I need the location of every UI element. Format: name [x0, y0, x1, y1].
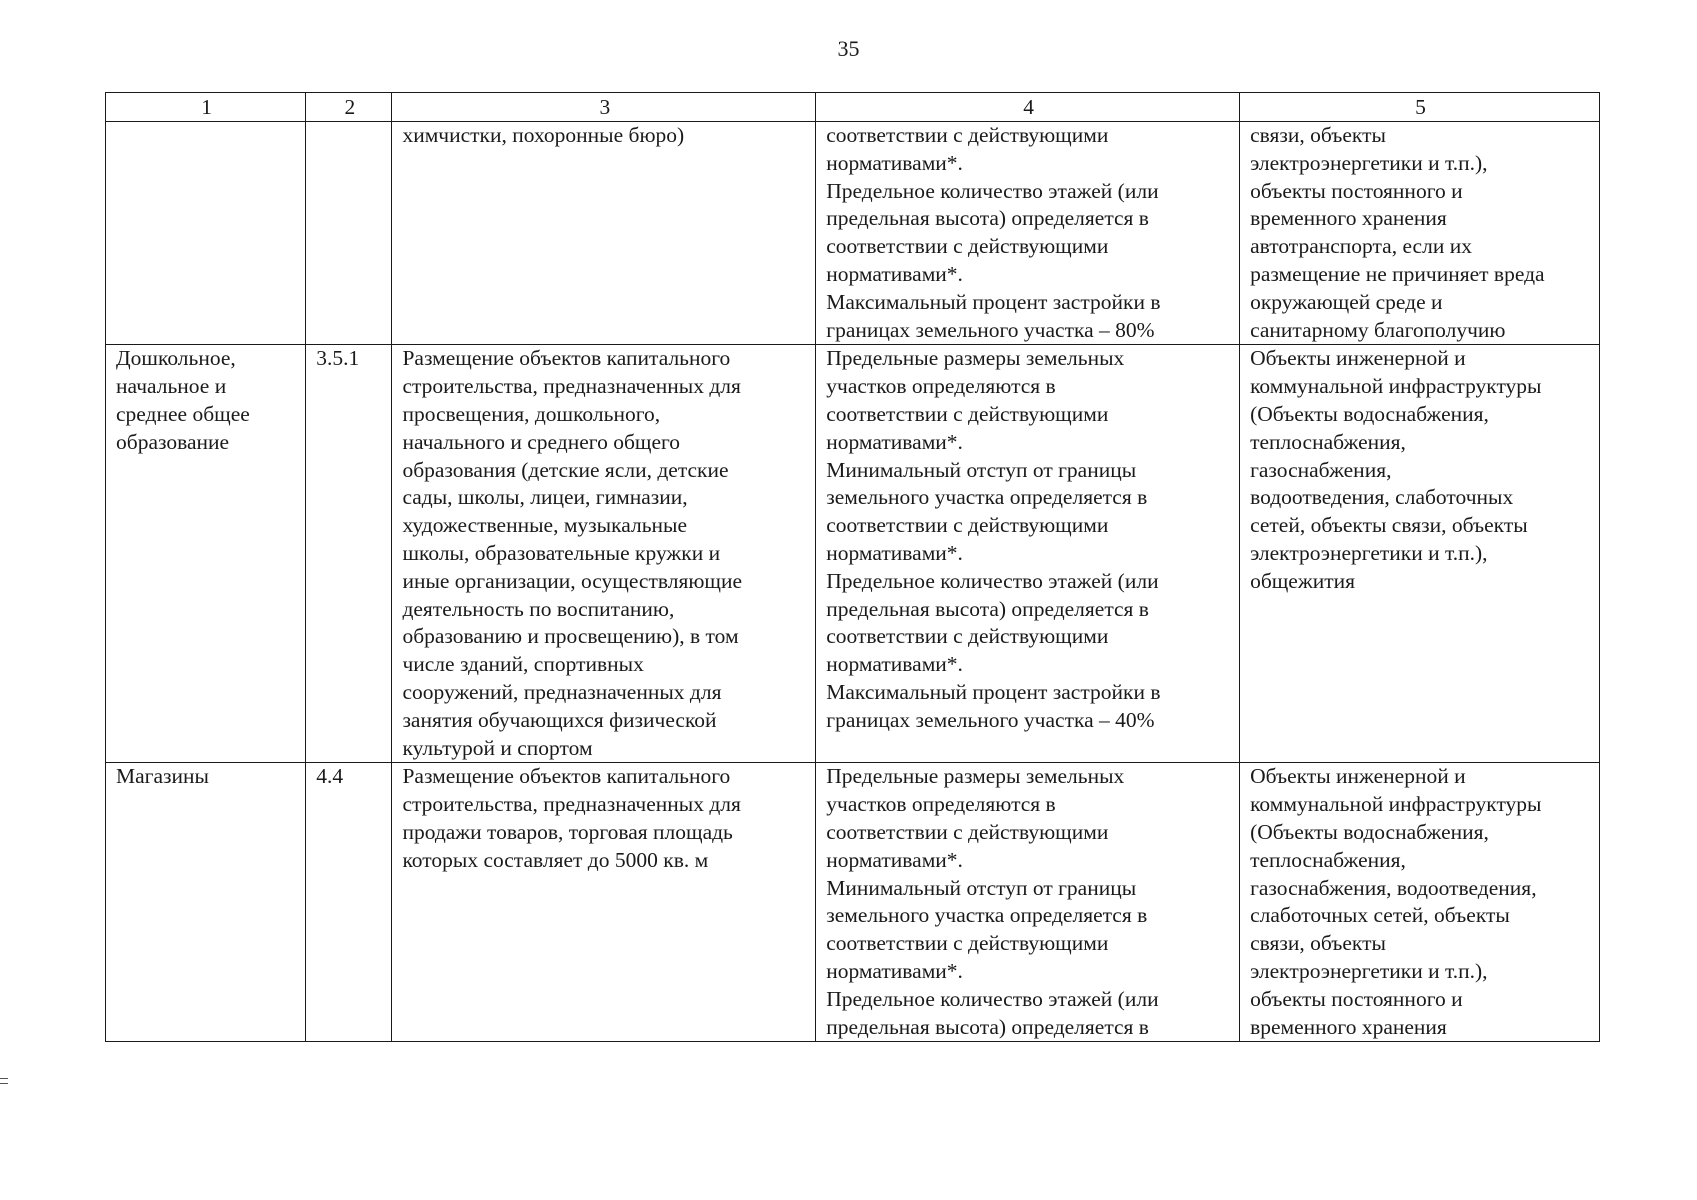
- cell-auxiliary: [1240, 122, 1600, 345]
- zoning-table: [105, 92, 1600, 1042]
- cell-text: Размещение объектов капитального строительства, предназначенных для продажи товаров, торговая площадь которых составляет до 5000 кв. м: [402, 764, 741, 872]
- header-cell-1: 1: [106, 93, 306, 122]
- cell-text: Дошкольное, начальное и среднее общее образование: [116, 346, 250, 454]
- cell-text: Объекты инженерной и коммунальной инфраструктуры (Объекты водоснабжения, теплоснабжения, газоснабжения, водоотведения, слаботочных сетей, объекты связи, объекты электроэнергетики и т.п.), объекты постоянного и временного хранения: [1250, 764, 1542, 1039]
- header-cell-3: 3: [392, 93, 816, 122]
- cell-text: 3.5.1: [316, 346, 360, 371]
- cell-text: Предельные размеры земельных участков определяются в соответствии с действующими нормативами*. Минимальный отступ от границы земельного участка определяется в соответствии с действующими нормативами*. Предельное количество этажей (или предельная высота) определяется в соответствии с действующими нормативами*. Максимальный процент застройки в границах земельного участка – 40%: [826, 346, 1161, 732]
- page-number: 35: [837, 36, 860, 61]
- cell-description: [392, 345, 816, 763]
- cell-parameters: [816, 122, 1240, 345]
- cell-auxiliary: [1240, 345, 1600, 763]
- cell-text: связи, объекты электроэнергетики и т.п.), объекты постоянного и временного хранения автотранспорта, если их размещение не причиняет вреда окружающей среде и санитарному благополучию: [1250, 123, 1545, 342]
- table-row: [106, 345, 1600, 763]
- cell-code: [306, 122, 392, 345]
- cell-text: Магазины: [116, 764, 209, 789]
- header-row: [106, 93, 1600, 122]
- cell-description: [392, 122, 816, 345]
- cell-parameters: [816, 345, 1240, 763]
- header-cell-5: 5: [1240, 93, 1600, 122]
- cell-auxiliary: [1240, 763, 1600, 1042]
- header-cell-4: 4: [816, 93, 1240, 122]
- cell-text: Объекты инженерной и коммунальной инфраструктуры (Объекты водоснабжения, теплоснабжения, газоснабжения, водоотведения, слаботочных сетей, объекты связи, объекты электроэнергетики и т.п.), общежития: [1250, 346, 1542, 593]
- cell-code: [306, 763, 392, 1042]
- cell-text: 4.4: [316, 764, 344, 789]
- cell-text: Размещение объектов капитального строительства, предназначенных для просвещения, дошкольного, начального и среднего общего образования (детские ясли, детские сады, школы, лицеи, гимназии, художественные, музыкальные школы, образовательные кружки и иные организации, осуществляющие деятельность по воспитанию, образованию и просвещению), в том числе зданий, спортивных сооружений, предназначенных для занятия обучающихся физической культурой и спортом: [402, 346, 743, 760]
- table-row: [106, 122, 1600, 345]
- cell-text: химчистки, похоронные бюро): [402, 123, 685, 147]
- cell-use-type: [106, 345, 306, 763]
- cell-text: Предельные размеры земельных участков определяются в соответствии с действующими нормативами*. Минимальный отступ от границы земельного участка определяется в соответствии с действующими нормативами*. Предельное количество этажей (или предельная высота) определяется в: [826, 764, 1159, 1039]
- cell-use-type: [106, 122, 306, 345]
- cell-use-type: [106, 763, 306, 1042]
- scan-edge-mark: [0, 1078, 8, 1084]
- cell-text: соответствии с действующими нормативами*. Предельное количество этажей (или предельная высота) определяется в соответствии с действующими нормативами*. Максимальный процент застройки в границах земельного участка – 80%: [826, 123, 1161, 342]
- cell-description: [392, 763, 816, 1042]
- header-cell-2: 2: [306, 93, 392, 122]
- cell-code: [306, 345, 392, 763]
- cell-parameters: [816, 763, 1240, 1042]
- table-row: [106, 763, 1600, 1042]
